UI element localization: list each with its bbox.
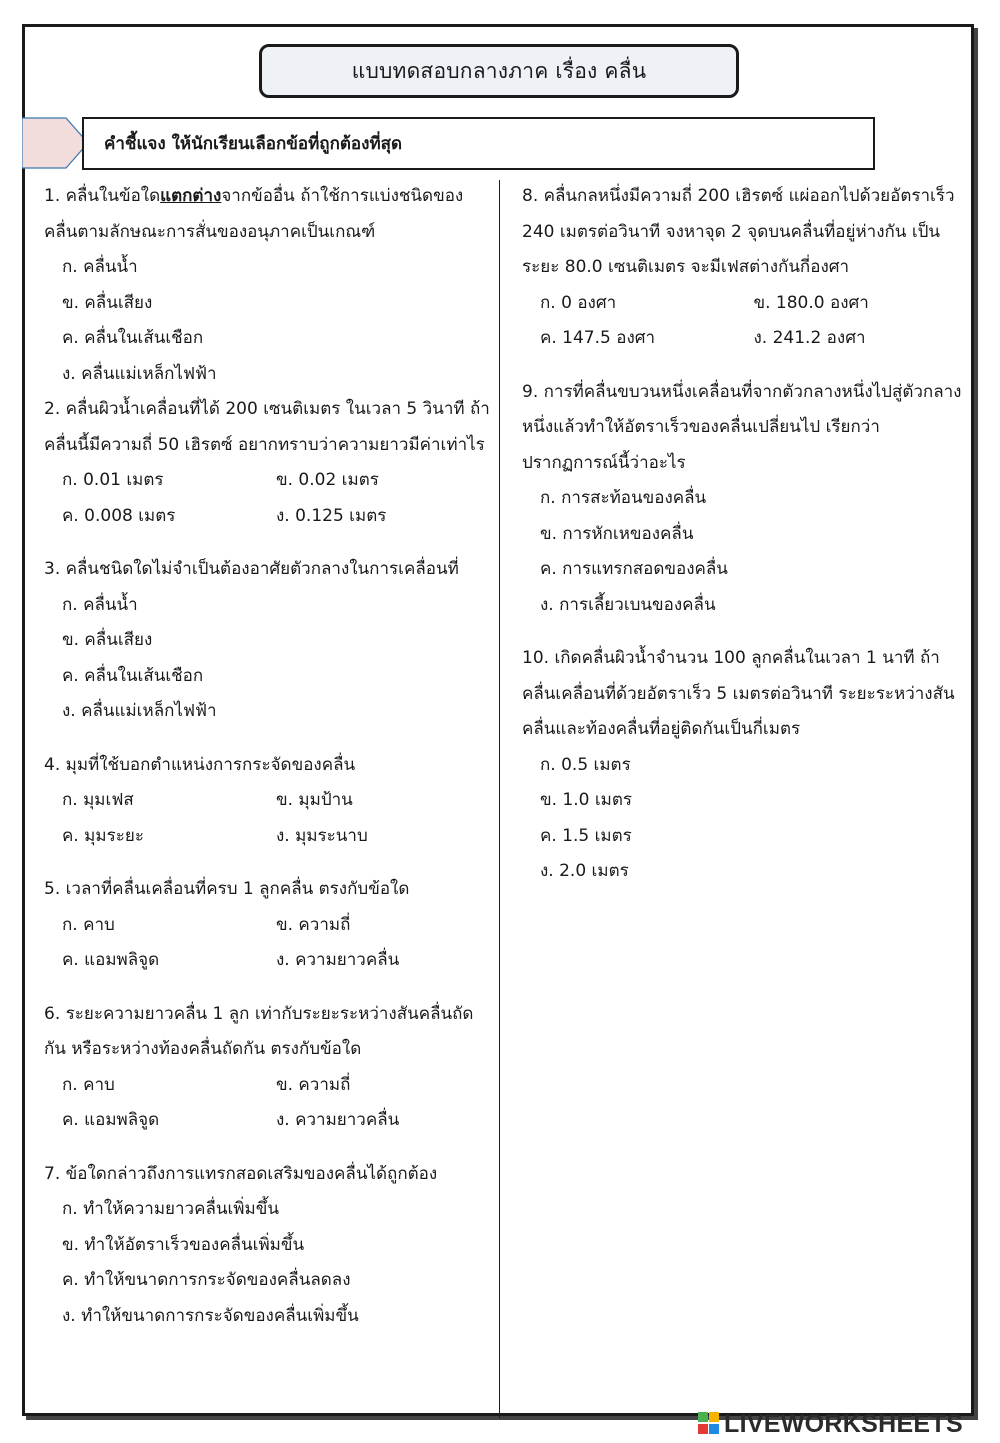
question-3-option-b[interactable]: ข. คลื่นเสียง (62, 630, 153, 650)
question-6-option-a[interactable]: ก. คาบ (62, 1074, 115, 1095)
question-4-text: 4. มุมที่ใช้บอกตำแหน่งการกระจัดของคลื่น (44, 754, 356, 775)
question-1-text: 1. คลื่นในข้อใดแตกต่างจากข้ออื่น ถ้าใช้การแบ่งชนิดของคลื่นตามลักษณะการสั่นของอนุภาคเป็นเกณฑ์ (44, 186, 464, 242)
question-8-option-d[interactable]: ง. 241.2 องศา (753, 328, 866, 348)
question-5 (44, 872, 490, 979)
question-9-option-c[interactable]: ค. การแทรกสอดของคลื่น (540, 559, 728, 579)
question-2-option-c[interactable]: ค. 0.008 เมตร (62, 505, 176, 526)
question-1-option-c[interactable]: ค. คลื่นในเส้นเชือก (62, 328, 204, 348)
question-5-option-a[interactable]: ก. คาบ (62, 914, 115, 935)
liveworksheets-blocks-icon (698, 1412, 720, 1436)
question-6-text: 6. ระยะความยาวคลื่น 1 ลูก เท่ากับระยะระหว่างสันคลื่นถัดกัน หรือระหว่างท้องคลื่นถัดกัน ตรงกับข้อใด (44, 1003, 474, 1059)
question-10-option-c[interactable]: ค. 1.5 เมตร (540, 825, 632, 846)
instruction-text: คำชี้แจง ให้นักเรียนเลือกข้อที่ถูกต้องที่สุด (104, 134, 403, 154)
question-7-text: 7. ข้อใดกล่าวถึงการแทรกสอดเสริมของคลื่นได้ถูกต้อง (44, 1163, 438, 1184)
question-7-option-d[interactable]: ง. ทำให้ขนาดการกระจัดของคลื่นเพิ่มขึ้น (62, 1305, 359, 1326)
question-8-option-b[interactable]: ข. 180.0 องศา (753, 292, 869, 313)
question-7 (44, 1157, 490, 1335)
question-6 (44, 997, 490, 1139)
question-4-option-b[interactable]: ข. มุมป้าน (276, 790, 353, 810)
question-2-option-b[interactable]: ข. 0.02 เมตร (276, 470, 379, 490)
question-2-text: 2. คลื่นผิวน้ำเคลื่อนที่ได้ 200 เซนติเมตร ในเวลา 5 วินาที ถ้าคลื่นนี้มีความถี่ 50 เฮิรตซ์ อยากทราบว่าความยาวมีค่าเท่าไร (44, 399, 490, 455)
question-9-text: 9. การที่คลื่นขบวนหนึ่งเคลื่อนที่จากตัวกลางหนึ่งไปสู่ตัวกลางหนึ่งแล้วทำให้อัตราเร็วของคลื่นเปลี่ยนไป เรียกว่า ปรากฏการณ์นี้ว่าอะไร (522, 381, 962, 473)
question-2-option-d[interactable]: ง. 0.125 เมตร (276, 505, 387, 526)
question-9-option-a[interactable]: ก. การสะท้อนของคลื่น (540, 488, 707, 508)
question-5-option-d[interactable]: ง. ความยาวคลื่น (276, 950, 400, 970)
question-2-option-a[interactable]: ก. 0.01 เมตร (62, 470, 164, 490)
question-3-text: 3. คลื่นชนิดใดไม่จำเป็นต้องอาศัยตัวกลางในการเคลื่อนที่ (44, 559, 459, 579)
question-1-option-a[interactable]: ก. คลื่นน้ำ (62, 257, 138, 277)
column-divider (499, 180, 500, 1418)
question-10 (522, 641, 967, 890)
question-2 (44, 392, 490, 534)
question-6-option-c[interactable]: ค. แอมพลิจูด (62, 1110, 160, 1130)
question-8 (522, 179, 967, 357)
page-title-text: แบบทดสอบกลางภาค เรื่อง คลื่น (351, 58, 647, 83)
question-3-option-a[interactable]: ก. คลื่นน้ำ (62, 594, 138, 615)
question-1-emphasis: แตกต่าง (160, 186, 222, 206)
question-9-option-b[interactable]: ข. การหักเหของคลื่น (540, 523, 694, 544)
question-3-option-c[interactable]: ค. คลื่นในเส้นเชือก (62, 665, 204, 686)
question-4-option-a[interactable]: ก. มุมเฟส (62, 790, 134, 810)
question-7-option-c[interactable]: ค. ทำให้ขนาดการกระจัดของคลื่นลดลง (62, 1270, 351, 1290)
question-1-option-d[interactable]: ง. คลื่นแม่เหล็กไฟฟ้า (62, 363, 217, 384)
question-10-text: 10. เกิดคลื่นผิวน้ำจำนวน 100 ลูกคลื่นในเวลา 1 นาที ถ้าคลื่นเคลื่อนที่ด้วยอัตราเร็ว 5 เมตรต่อวินาที ระยะระหว่างสันคลื่นและท้องคลื่นที่อยู่ติดกันเป็นกี่เมตร (522, 648, 955, 739)
question-4-option-d[interactable]: ง. มุมระนาบ (276, 825, 368, 846)
liveworksheets-logo (698, 1410, 963, 1438)
question-10-option-d[interactable]: ง. 2.0 เมตร (540, 861, 629, 881)
question-6-option-d[interactable]: ง. ความยาวคลื่น (276, 1110, 400, 1130)
liveworksheets-logo-text: LIVEWORKSHEETS (724, 1409, 963, 1438)
question-8-option-c[interactable]: ค. 147.5 องศา (540, 328, 656, 348)
question-7-option-b[interactable]: ข. ทำให้อัตราเร็วของคลื่นเพิ่มขึ้น (62, 1234, 305, 1255)
question-10-option-a[interactable]: ก. 0.5 เมตร (540, 754, 631, 775)
left-column (44, 179, 490, 1334)
question-9 (522, 375, 967, 624)
question-3-option-d[interactable]: ง. คลื่นแม่เหล็กไฟฟ้า (62, 701, 217, 721)
question-5-option-c[interactable]: ค. แอมพลิจูด (62, 950, 160, 970)
question-4-option-c[interactable]: ค. มุมระยะ (62, 825, 144, 846)
question-5-text: 5. เวลาที่คลื่นเคลื่อนที่ครบ 1 ลูกคลื่น ตรงกับข้อใด (44, 879, 410, 899)
question-4 (44, 748, 490, 855)
question-8-option-a[interactable]: ก. 0 องศา (540, 292, 617, 313)
question-6-option-b[interactable]: ข. ความถี่ (276, 1074, 351, 1095)
right-column (522, 179, 967, 890)
question-1-option-b[interactable]: ข. คลื่นเสียง (62, 292, 153, 313)
question-3 (44, 552, 490, 730)
instruction-arrow-icon (22, 117, 90, 169)
question-7-option-a[interactable]: ก. ทำให้ความยาวคลื่นเพิ่มขึ้น (62, 1199, 279, 1219)
question-1 (44, 179, 490, 392)
question-5-option-b[interactable]: ข. ความถี่ (276, 914, 351, 935)
question-8-text: 8. คลื่นกลหนึ่งมีความถี่ 200 เฮิรตซ์ แผ่ออกไปด้วยอัตราเร็ว 240 เมตรต่อวินาที จงหาจุด 2 จุดบนคลื่นที่อยู่ห่างกัน เป็นระยะ 80.0 เซนติเมตร จะมีเฟสต่างกันกี่องศา (522, 186, 955, 277)
page-title (259, 44, 739, 98)
instruction-box (82, 117, 875, 170)
question-10-option-b[interactable]: ข. 1.0 เมตร (540, 790, 633, 810)
question-9-option-d[interactable]: ง. การเลี้ยวเบนของคลื่น (540, 594, 716, 615)
